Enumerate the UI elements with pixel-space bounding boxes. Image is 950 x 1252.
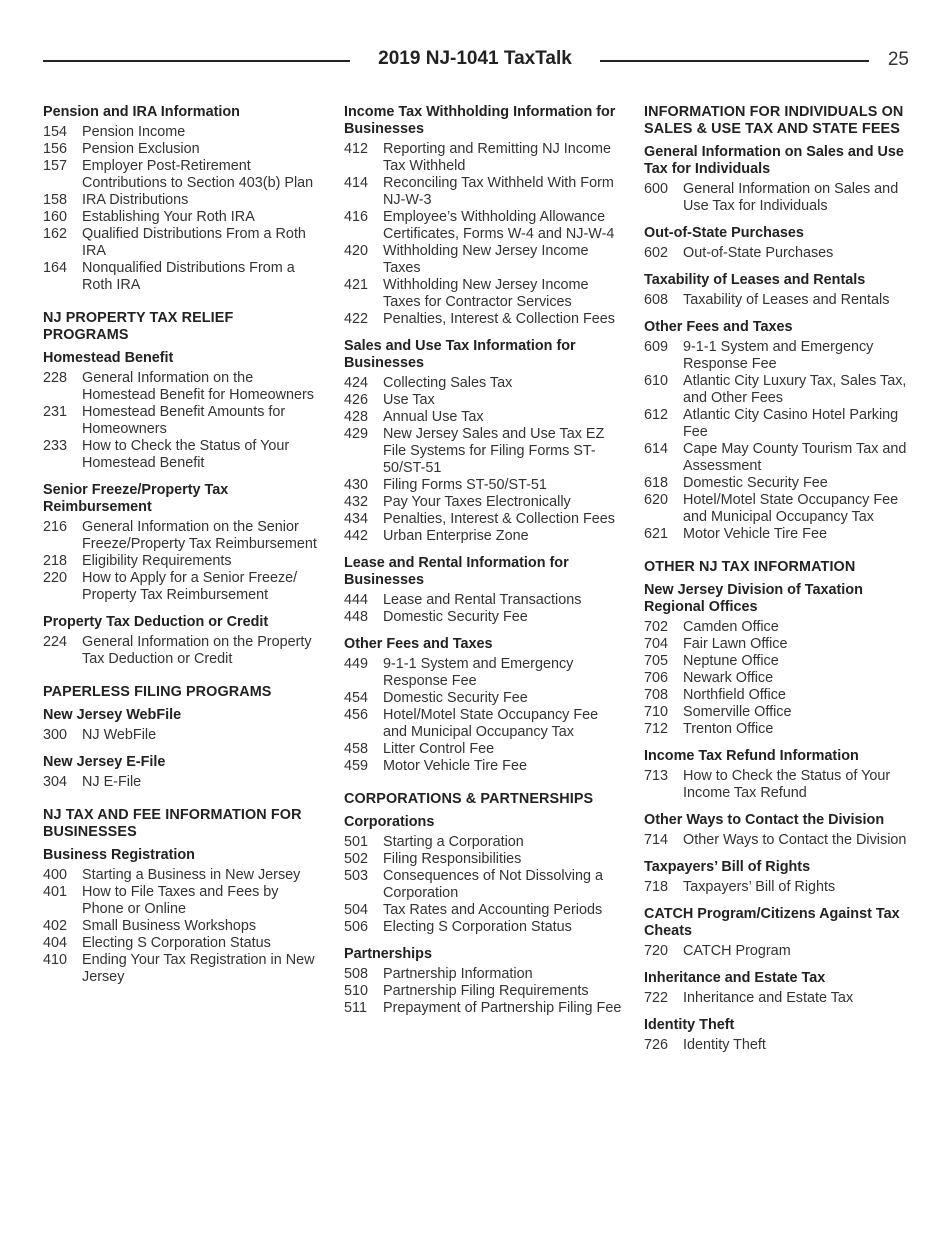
topic-title: Pay Your Taxes Electronically	[383, 494, 571, 510]
topic-title: Urban Enterprise Zone	[383, 528, 529, 544]
topic-item	[43, 192, 321, 209]
topic-item	[644, 526, 912, 543]
topic-item	[344, 511, 622, 528]
topic-item	[43, 519, 321, 553]
topic-item	[43, 634, 321, 668]
topic-title: How to File Taxes and Fees by Phone or Online	[82, 884, 279, 917]
topic-group	[644, 559, 912, 1054]
topic-number: 429	[344, 426, 369, 442]
topic-item	[644, 768, 912, 802]
topic-item	[644, 339, 912, 373]
topic-list	[344, 375, 622, 545]
topic-title: General Information on the Senior Freeze/Property Tax Reimbursement	[82, 519, 317, 552]
topic-number: 610	[644, 373, 669, 389]
topic-title: Inheritance and Estate Tax	[683, 990, 854, 1006]
topic-title: Consequences of Not Dissolving a Corporation	[383, 868, 603, 901]
topic-item	[644, 619, 912, 636]
topic-number: 400	[43, 867, 68, 883]
topic-group	[644, 104, 912, 543]
topic-number: 449	[344, 656, 369, 672]
topic-item	[644, 636, 912, 653]
topic-list	[43, 867, 321, 986]
topic-title: Neptune Office	[683, 653, 779, 669]
topic-item	[344, 741, 622, 758]
subsection-heading: Income Tax Refund Information	[644, 748, 859, 764]
topic-title: Penalties, Interest & Collection Fees	[383, 511, 615, 527]
subsection-heading: Other Fees and Taxes	[344, 636, 493, 652]
topic-title: Nonqualified Distributions From a Roth IRA	[82, 260, 295, 293]
section-heading: OTHER NJ TAX INFORMATION	[644, 559, 856, 575]
topic-number: 501	[344, 834, 369, 850]
topic-number: 428	[344, 409, 369, 425]
topic-item	[344, 426, 622, 477]
topic-list	[344, 834, 622, 936]
topic-group	[43, 684, 321, 791]
topic-item	[344, 656, 622, 690]
topic-title: How to Check the Status of Your Income Tax Refund	[683, 768, 891, 801]
topic-group	[344, 104, 622, 775]
topic-title: Domestic Security Fee	[383, 609, 528, 625]
topic-item	[344, 528, 622, 545]
topic-item	[644, 492, 912, 526]
subsection-heading: New Jersey WebFile	[43, 707, 182, 723]
topic-title: Cape May County Tourism Tax and Assessment	[683, 441, 907, 474]
topic-title: Taxability of Leases and Rentals	[683, 292, 890, 308]
topic-title: Starting a Business in New Jersey	[82, 867, 301, 883]
topic-list	[644, 1037, 912, 1054]
topic-title: Homestead Benefit Amounts for Homeowners	[82, 404, 286, 437]
topic-title: Northfield Office	[683, 687, 786, 703]
topic-title: Motor Vehicle Tire Fee	[383, 758, 527, 774]
section-heading: PAPERLESS FILING PROGRAMS	[43, 684, 272, 700]
subsection-heading: Taxability of Leases and Rentals	[644, 272, 866, 288]
topic-title: Qualified Distributions From a Roth IRA	[82, 226, 306, 259]
topic-number: 422	[344, 311, 369, 327]
subsection-heading: Sales and Use Tax Information for Businesses	[344, 338, 576, 371]
topic-item	[344, 919, 622, 936]
topic-item	[344, 141, 622, 175]
topic-list	[644, 619, 912, 738]
topic-group	[43, 310, 321, 668]
topic-item	[644, 292, 912, 309]
topic-number: 459	[344, 758, 369, 774]
topic-number: 421	[344, 277, 369, 293]
topic-title: Litter Control Fee	[383, 741, 495, 757]
topic-item	[344, 175, 622, 209]
topic-item	[644, 832, 912, 849]
subsection-heading: Other Fees and Taxes	[644, 319, 793, 335]
topic-item	[344, 983, 622, 1000]
topic-number: 720	[644, 943, 669, 959]
topic-list	[644, 943, 912, 960]
topic-title: Pension Income	[82, 124, 186, 140]
topic-number: 506	[344, 919, 369, 935]
section-heading: CORPORATIONS & PARTNERSHIPS	[344, 791, 594, 807]
topic-list	[644, 339, 912, 543]
topic-title: Eligibility Requirements	[82, 553, 232, 569]
topic-item	[43, 918, 321, 935]
topic-title: Reconciling Tax Withheld With Form NJ-W-3	[383, 175, 614, 208]
topic-number: 410	[43, 952, 68, 968]
topic-title: Taxpayers’ Bill of Rights	[683, 879, 836, 895]
topic-title: New Jersey Sales and Use Tax EZ File Systems for Filing Forms ST-50/ST-51	[383, 426, 605, 476]
topic-number: 401	[43, 884, 68, 900]
topic-title: Filing Responsibilities	[383, 851, 522, 867]
topic-item	[344, 494, 622, 511]
section-heading: INFORMATION FOR INDIVIDUALS ON SALES & USE TAX AND STATE FEES	[644, 104, 904, 137]
topic-number: 722	[644, 990, 669, 1006]
topic-title: NJ E-File	[82, 774, 142, 790]
topic-title: Filing Forms ST-50/ST-51	[383, 477, 547, 493]
topic-number: 618	[644, 475, 669, 491]
topic-item	[43, 124, 321, 141]
topic-item	[43, 935, 321, 952]
page-header	[43, 48, 909, 74]
topic-item	[644, 721, 912, 738]
subsection-heading: Corporations	[344, 814, 435, 830]
topic-list	[644, 181, 912, 215]
topic-number: 426	[344, 392, 369, 408]
topic-number: 508	[344, 966, 369, 982]
topic-number: 231	[43, 404, 68, 420]
topic-title: Fair Lawn Office	[683, 636, 788, 652]
topic-title: Withholding New Jersey Income Taxes for Contractor Services	[383, 277, 589, 310]
topic-title: Ending Your Tax Registration in New Jersey	[82, 952, 315, 985]
topic-number: 224	[43, 634, 68, 650]
topic-list	[43, 370, 321, 472]
topic-list	[43, 634, 321, 668]
topic-number: 300	[43, 727, 68, 743]
topic-item	[344, 902, 622, 919]
topic-item	[43, 404, 321, 438]
subsection-heading: Other Ways to Contact the Division	[644, 812, 885, 828]
topic-item	[644, 441, 912, 475]
topic-title: Partnership Filing Requirements	[383, 983, 589, 999]
topic-item	[43, 260, 321, 294]
topic-group	[344, 791, 622, 1017]
topic-list	[344, 592, 622, 626]
topic-number: 157	[43, 158, 68, 174]
topic-title: Annual Use Tax	[383, 409, 484, 425]
topic-item	[344, 243, 622, 277]
topic-title: Prepayment of Partnership Filing Fee	[383, 1000, 622, 1016]
topic-number: 714	[644, 832, 669, 848]
topic-item	[344, 609, 622, 626]
topic-list	[43, 124, 321, 294]
topic-item	[644, 943, 912, 960]
topic-item	[43, 774, 321, 791]
topic-title: Small Business Workshops	[82, 918, 257, 934]
section-heading: NJ TAX AND FEE INFORMATION FOR BUSINESSES	[43, 807, 302, 840]
topic-list	[644, 832, 912, 849]
topic-title: General Information on the Property Tax Deduction or Credit	[82, 634, 312, 667]
page-title: 2019 NJ-1041 TaxTalk	[378, 48, 572, 69]
topic-number: 718	[644, 879, 669, 895]
topic-number: 430	[344, 477, 369, 493]
topic-list	[644, 245, 912, 262]
topic-list	[644, 768, 912, 802]
subsection-heading: General Information on Sales and Use Tax for Individuals	[644, 144, 904, 177]
topic-group	[43, 104, 321, 294]
topic-number: 424	[344, 375, 369, 391]
subsection-heading: Income Tax Withholding Information for Businesses	[344, 104, 616, 137]
header-rule-right	[600, 60, 869, 62]
topic-number: 218	[43, 553, 68, 569]
topic-number: 304	[43, 774, 68, 790]
topic-title: Withholding New Jersey Income Taxes	[383, 243, 589, 276]
topic-number: 220	[43, 570, 68, 586]
topic-number: 233	[43, 438, 68, 454]
topic-title: Establishing Your Roth IRA	[82, 209, 255, 225]
topic-item	[344, 375, 622, 392]
subsection-heading: Homestead Benefit	[43, 350, 174, 366]
topic-number: 432	[344, 494, 369, 510]
topic-item	[644, 407, 912, 441]
topic-item	[344, 834, 622, 851]
topic-number: 704	[644, 636, 669, 652]
topic-number: 614	[644, 441, 669, 457]
topic-list	[43, 774, 321, 791]
topic-item	[43, 158, 321, 192]
subsection-heading: Identity Theft	[644, 1017, 735, 1033]
topic-title: Partnership Information	[383, 966, 533, 982]
topic-list	[43, 519, 321, 604]
topic-number: 454	[344, 690, 369, 706]
topic-title: Trenton Office	[683, 721, 774, 737]
topic-number: 705	[644, 653, 669, 669]
topic-item	[344, 277, 622, 311]
topic-item	[344, 1000, 622, 1017]
topic-number: 434	[344, 511, 369, 527]
topic-number: 706	[644, 670, 669, 686]
topic-item	[344, 707, 622, 741]
topic-title: Employee’s Withholding Allowance Certificates, Forms W-4 and NJ-W-4	[383, 209, 615, 242]
topic-title: 9-1-1 System and Emergency Response Fee	[383, 656, 574, 689]
topic-title: Atlantic City Casino Hotel Parking Fee	[683, 407, 899, 440]
topic-number: 504	[344, 902, 369, 918]
topic-item	[43, 727, 321, 744]
topic-number: 726	[644, 1037, 669, 1053]
topic-title: Employer Post-Retirement Contributions to Section 403(b) Plan	[82, 158, 314, 191]
topic-title: NJ WebFile	[82, 727, 157, 743]
subsection-heading: Senior Freeze/Property Tax Reimbursement	[43, 482, 229, 515]
topic-item	[344, 592, 622, 609]
topic-number: 156	[43, 141, 68, 157]
topic-item	[43, 884, 321, 918]
topic-item	[644, 653, 912, 670]
topic-number: 412	[344, 141, 369, 157]
topic-number: 510	[344, 983, 369, 999]
topic-number: 228	[43, 370, 68, 386]
subsection-heading: Inheritance and Estate Tax	[644, 970, 826, 986]
topic-title: Identity Theft	[683, 1037, 766, 1053]
topic-item	[644, 245, 912, 262]
topic-item	[344, 966, 622, 983]
header-rule-left	[43, 60, 350, 62]
topic-number: 444	[344, 592, 369, 608]
topic-title: Starting a Corporation	[383, 834, 524, 850]
topic-item	[344, 311, 622, 328]
topic-number: 448	[344, 609, 369, 625]
topic-item	[644, 181, 912, 215]
topic-title: Electing S Corporation Status	[82, 935, 271, 951]
topic-title: Domestic Security Fee	[683, 475, 828, 491]
topic-title: Newark Office	[683, 670, 774, 686]
topic-item	[644, 704, 912, 721]
topic-number: 216	[43, 519, 68, 535]
topic-number: 712	[644, 721, 669, 737]
topic-number: 708	[644, 687, 669, 703]
topic-title: Collecting Sales Tax	[383, 375, 513, 391]
topic-item	[644, 1037, 912, 1054]
topic-number: 404	[43, 935, 68, 951]
topic-number: 160	[43, 209, 68, 225]
topic-number: 621	[644, 526, 669, 542]
subsection-heading: Taxpayers’ Bill of Rights	[644, 859, 811, 875]
topic-item	[344, 851, 622, 868]
topic-title: Out-of-State Purchases	[683, 245, 834, 261]
subsection-heading: Out-of-State Purchases	[644, 225, 804, 241]
page-number: 25	[887, 49, 909, 70]
topic-number: 602	[644, 245, 669, 261]
topic-title: General Information on the Homestead Benefit for Homeowners	[82, 370, 314, 403]
topic-item	[43, 370, 321, 404]
topic-title: Other Ways to Contact the Division	[683, 832, 907, 848]
column-3	[644, 104, 912, 1054]
topic-title: Hotel/Motel State Occupancy Fee and Municipal Occupancy Tax	[383, 707, 599, 740]
topic-number: 620	[644, 492, 669, 508]
topic-item	[344, 477, 622, 494]
topic-number: 158	[43, 192, 68, 208]
topic-number: 710	[644, 704, 669, 720]
column-2	[344, 104, 622, 1017]
topic-number: 442	[344, 528, 369, 544]
topic-item	[644, 990, 912, 1007]
topic-item	[344, 209, 622, 243]
topic-number: 503	[344, 868, 369, 884]
topic-item	[344, 409, 622, 426]
topic-title: Electing S Corporation Status	[383, 919, 572, 935]
topic-title: Camden Office	[683, 619, 779, 635]
topic-title: How to Check the Status of Your Homestead Benefit	[82, 438, 290, 471]
topic-title: Hotel/Motel State Occupancy Fee and Municipal Occupancy Tax	[683, 492, 899, 525]
topic-list	[344, 141, 622, 328]
topic-title: Use Tax	[383, 392, 435, 408]
topic-number: 164	[43, 260, 68, 276]
topic-item	[344, 868, 622, 902]
topic-number: 416	[344, 209, 369, 225]
topic-number: 511	[344, 1000, 367, 1016]
topic-item	[344, 690, 622, 707]
topic-item	[43, 952, 321, 986]
topic-title: CATCH Program	[683, 943, 791, 959]
topic-number: 612	[644, 407, 669, 423]
topic-item	[644, 373, 912, 407]
topic-title: Penalties, Interest & Collection Fees	[383, 311, 615, 327]
topic-list	[43, 727, 321, 744]
topic-number: 458	[344, 741, 369, 757]
topic-title: Domestic Security Fee	[383, 690, 528, 706]
subsection-heading: Pension and IRA Information	[43, 104, 240, 120]
topic-item	[43, 438, 321, 472]
topic-number: 609	[644, 339, 669, 355]
topic-number: 608	[644, 292, 669, 308]
topic-number: 162	[43, 226, 68, 242]
subsection-heading: Property Tax Deduction or Credit	[43, 614, 269, 630]
topic-number: 713	[644, 768, 669, 784]
topic-list	[644, 990, 912, 1007]
topic-title: Reporting and Remitting NJ Income Tax Withheld	[383, 141, 611, 174]
subsection-heading: New Jersey Division of Taxation Regional Offices	[644, 582, 863, 615]
topic-item	[43, 226, 321, 260]
topic-title: Atlantic City Luxury Tax, Sales Tax, and Other Fees	[683, 373, 907, 406]
topic-item	[43, 553, 321, 570]
topic-title: Tax Rates and Accounting Periods	[383, 902, 603, 918]
topic-number: 456	[344, 707, 369, 723]
topic-group	[43, 807, 321, 986]
topic-item	[43, 867, 321, 884]
topic-number: 154	[43, 124, 68, 140]
topic-list	[644, 879, 912, 896]
topic-number: 502	[344, 851, 369, 867]
topic-item	[644, 670, 912, 687]
topic-item	[644, 475, 912, 492]
topic-title: Lease and Rental Transactions	[383, 592, 582, 608]
topic-title: Somerville Office	[683, 704, 792, 720]
subsection-heading: Partnerships	[344, 946, 432, 962]
section-heading: NJ PROPERTY TAX RELIEF PROGRAMS	[43, 310, 234, 343]
topic-title: Pension Exclusion	[82, 141, 200, 157]
topic-list	[344, 656, 622, 775]
topic-item	[344, 392, 622, 409]
topic-number: 600	[644, 181, 669, 197]
topic-item	[644, 687, 912, 704]
subsection-heading: New Jersey E-File	[43, 754, 166, 770]
topic-title: IRA Distributions	[82, 192, 189, 208]
topic-number: 420	[344, 243, 369, 259]
topic-number: 414	[344, 175, 369, 191]
topic-list	[344, 966, 622, 1017]
subsection-heading: Lease and Rental Information for Businesses	[344, 555, 569, 588]
topic-item	[344, 758, 622, 775]
topic-number: 702	[644, 619, 669, 635]
topic-title: Motor Vehicle Tire Fee	[683, 526, 827, 542]
topic-title: 9-1-1 System and Emergency Response Fee	[683, 339, 874, 372]
column-1	[43, 104, 321, 986]
topic-item	[644, 879, 912, 896]
topic-item	[43, 209, 321, 226]
topic-title: General Information on Sales and Use Tax for Individuals	[683, 181, 899, 214]
topic-list	[644, 292, 912, 309]
topic-item	[43, 570, 321, 604]
topic-title: How to Apply for a Senior Freeze/ Property Tax Reimbursement	[82, 570, 298, 603]
subsection-heading: CATCH Program/Citizens Against Tax Cheats	[644, 906, 900, 939]
subsection-heading: Business Registration	[43, 847, 195, 863]
topic-item	[43, 141, 321, 158]
topic-number: 402	[43, 918, 68, 934]
